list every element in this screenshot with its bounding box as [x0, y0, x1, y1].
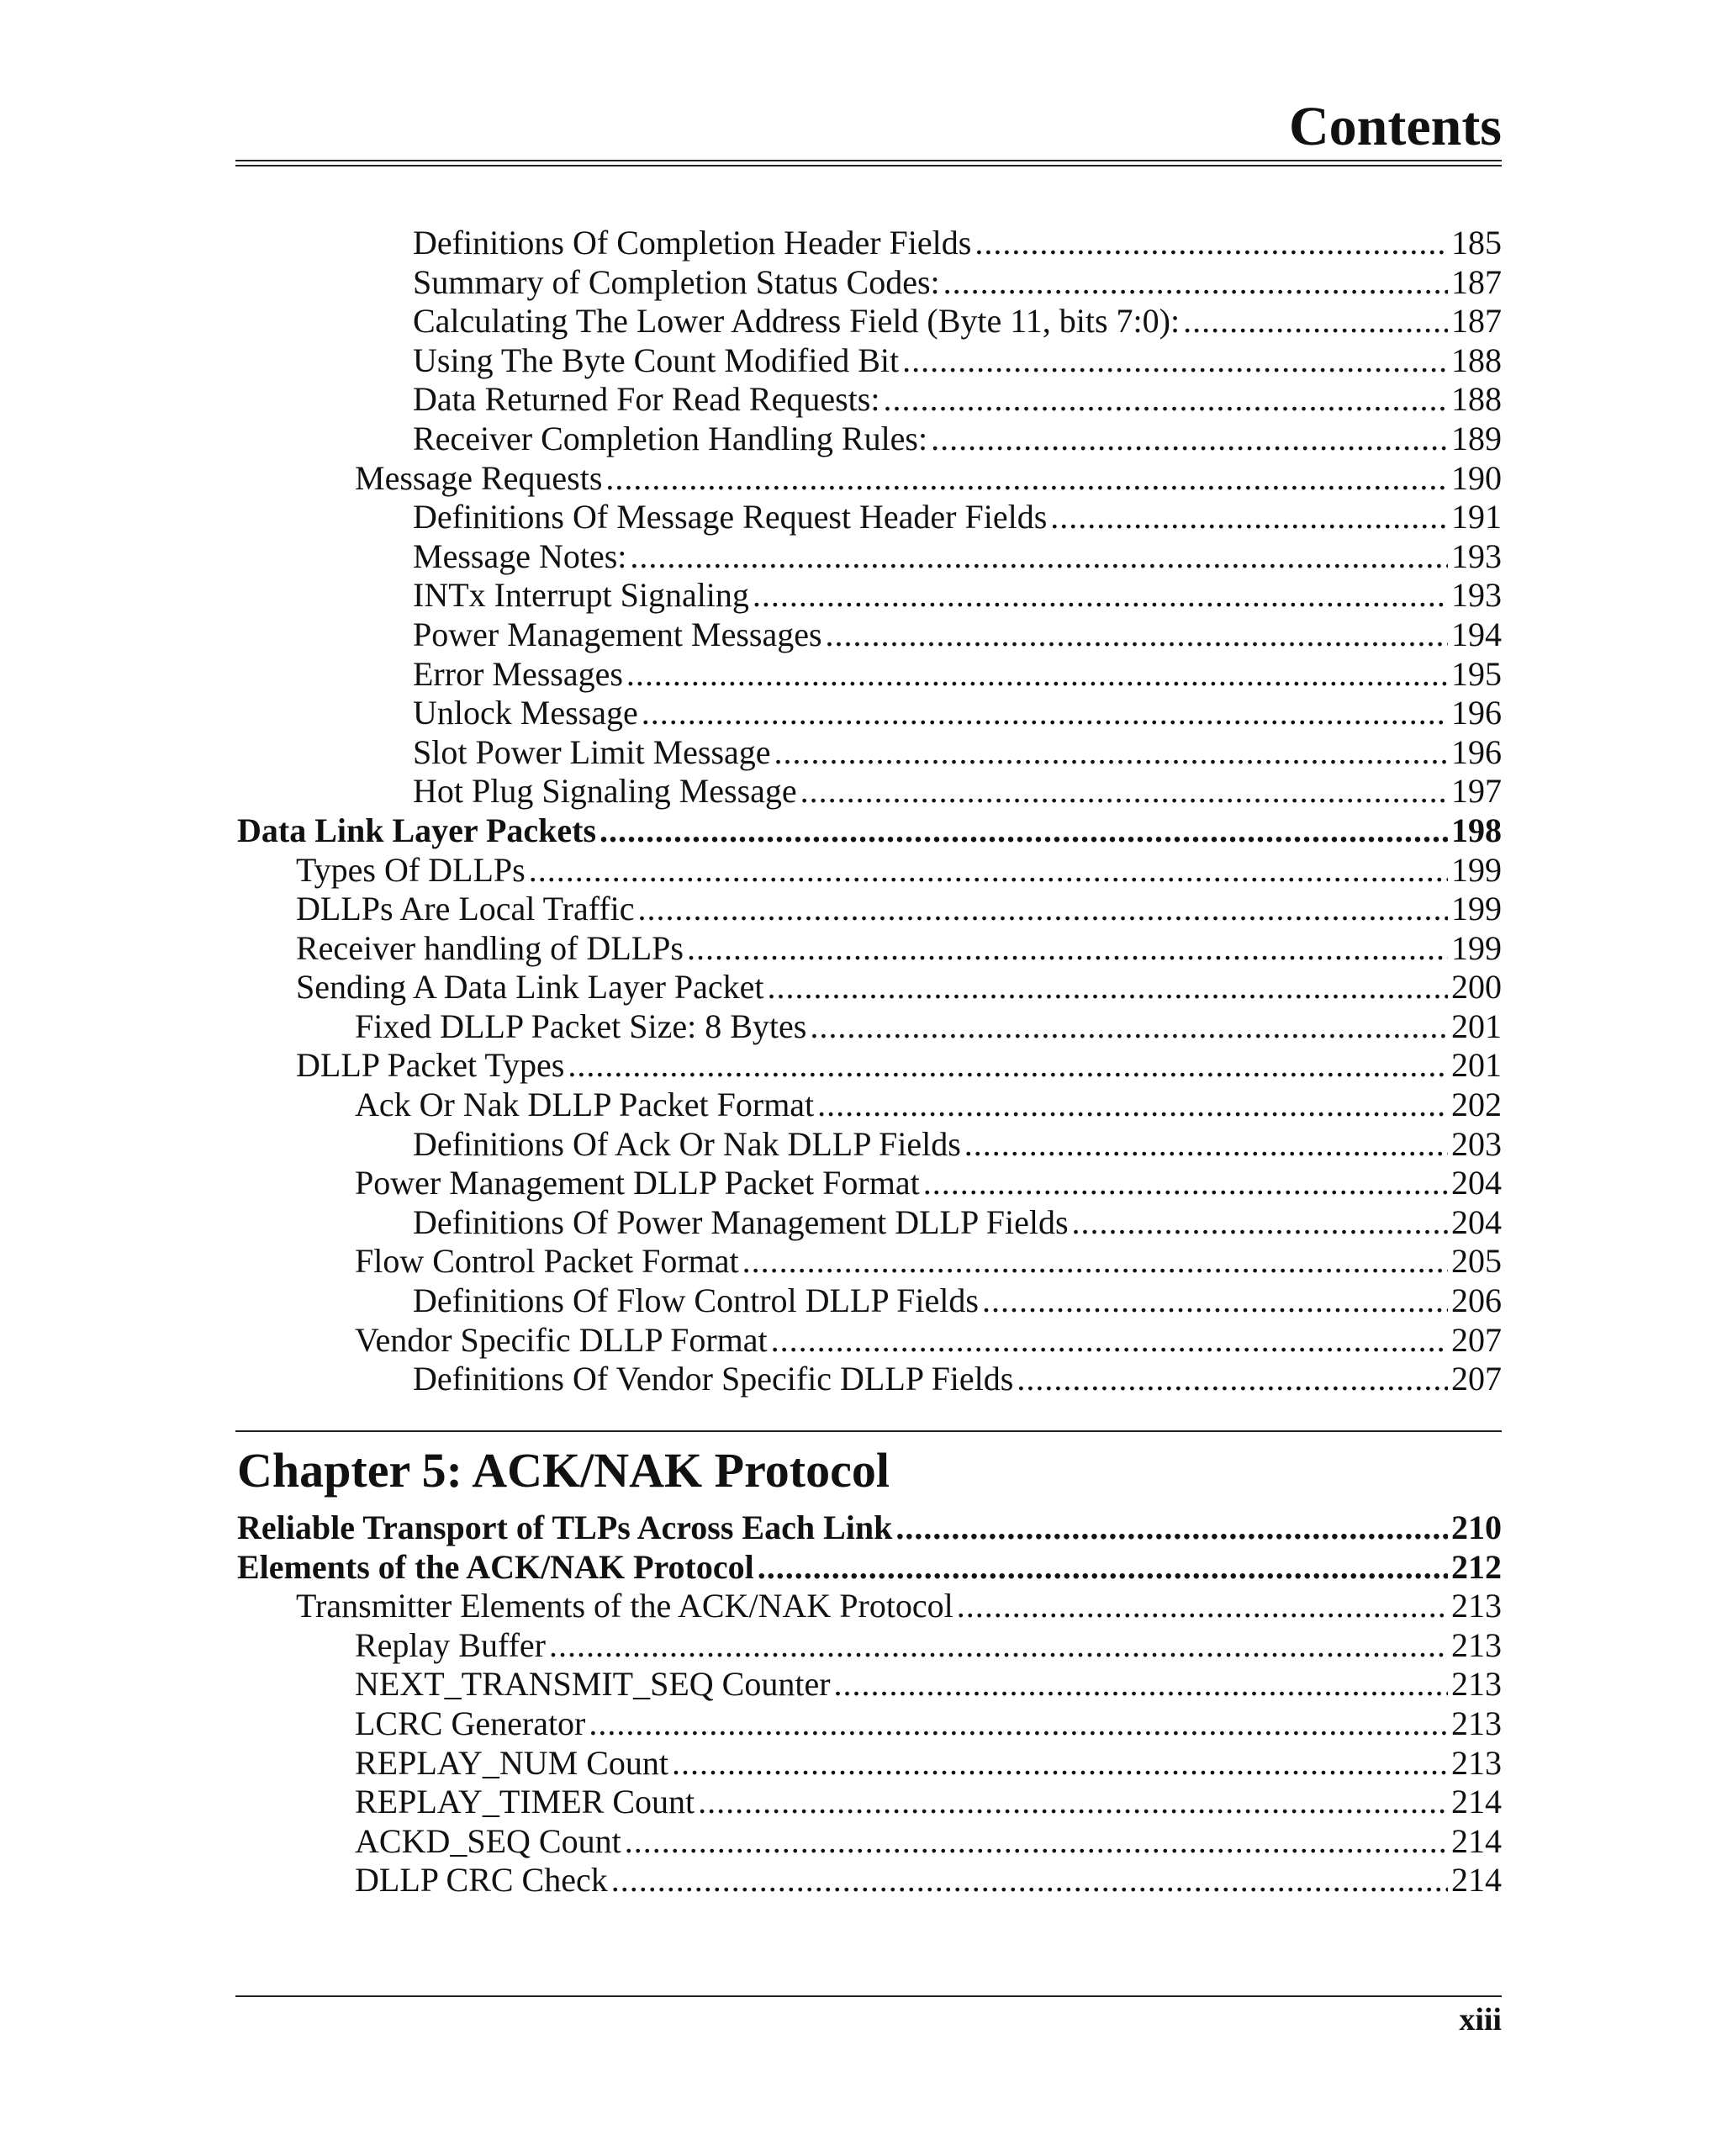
toc-entry-page-number: 206: [1451, 1281, 1502, 1320]
dot-leader: [568, 1046, 1448, 1086]
dot-leader: [982, 1281, 1448, 1321]
toc-entry-title: Using The Byte Count Modified Bit: [413, 341, 900, 379]
dot-leader: [529, 851, 1448, 890]
toc-entry-page-number: 199: [1451, 890, 1502, 928]
toc-entry-page-number: 187: [1451, 262, 1502, 301]
toc-entry-page-number: 213: [1451, 1743, 1502, 1782]
toc-entry-title: Data Returned For Read Requests:: [413, 380, 880, 419]
toc-entry[interactable]: [237, 537, 1502, 577]
dot-leader: [774, 733, 1448, 773]
toc-entry[interactable]: [237, 1704, 1502, 1744]
toc-entry-title: Message Requests: [355, 458, 603, 497]
toc-entry-page-number: 198: [1451, 811, 1502, 849]
toc-entry-page-number: 187: [1451, 302, 1502, 341]
page-header-title: Contents: [1288, 96, 1502, 157]
toc-entry[interactable]: [237, 616, 1502, 655]
toc-entry[interactable]: [237, 772, 1502, 811]
toc-entry-page-number: 196: [1451, 694, 1502, 732]
toc-entry[interactable]: [237, 1861, 1502, 1900]
dot-leader: [931, 420, 1448, 459]
dot-leader: [1050, 498, 1448, 537]
toc-entry[interactable]: [237, 733, 1502, 773]
toc-entry-title: Replay Buffer: [355, 1625, 546, 1664]
toc-entry-title: Definitions Of Message Request Header Fields: [413, 498, 1048, 536]
toc-entry-page-number: 201: [1451, 1046, 1502, 1085]
toc-entry[interactable]: [237, 576, 1502, 616]
toc-entry[interactable]: [237, 1665, 1502, 1704]
toc-entry-page-number: 190: [1451, 458, 1502, 497]
toc-entry-title: NEXT_TRANSMIT_SEQ Counter: [355, 1665, 831, 1704]
toc-entry[interactable]: [237, 302, 1502, 341]
toc-entry[interactable]: [237, 380, 1502, 420]
toc-entry[interactable]: [237, 1046, 1502, 1086]
dot-leader: [964, 1125, 1448, 1165]
toc-entry[interactable]: [237, 1626, 1502, 1666]
toc-entry[interactable]: [237, 1783, 1502, 1822]
toc-entry[interactable]: [237, 655, 1502, 695]
toc-entry[interactable]: [237, 420, 1502, 459]
toc-entry[interactable]: [237, 968, 1502, 1007]
toc-entry[interactable]: [237, 1281, 1502, 1321]
toc-entry[interactable]: [237, 1125, 1502, 1165]
toc-entry-page-number: 212: [1451, 1547, 1502, 1586]
chapter-heading: Chapter 5: ACK/NAK Protocol: [237, 1443, 890, 1498]
toc-entry[interactable]: [237, 694, 1502, 733]
dot-leader: [605, 459, 1448, 499]
toc-entry-page-number: 189: [1451, 419, 1502, 457]
toc-entry-page-number: 201: [1451, 1007, 1502, 1045]
toc-entry-page-number: 194: [1451, 615, 1502, 653]
toc-entry-page-number: 197: [1451, 772, 1502, 811]
toc-entry-page-number: 210: [1451, 1509, 1502, 1546]
toc-entry-page-number: 200: [1451, 968, 1502, 1007]
dot-leader: [923, 1164, 1448, 1203]
toc-entry-page-number: 207: [1451, 1320, 1502, 1359]
dot-leader: [943, 263, 1448, 303]
toc-entry-title: DLLP CRC Check: [355, 1861, 608, 1900]
toc-entry-title: Summary of Completion Status Codes:: [413, 262, 940, 301]
dot-leader: [758, 1548, 1448, 1588]
toc-entry-page-number: 202: [1451, 1086, 1502, 1124]
toc-entry-page-number: 188: [1451, 341, 1502, 379]
toc-entry[interactable]: [237, 1007, 1502, 1047]
toc-entry-title: DLLPs Are Local Traffic: [296, 890, 635, 928]
header-double-rule: [235, 160, 1502, 166]
toc-entry[interactable]: [237, 498, 1502, 537]
toc-entry-title: Elements of the ACK/NAK Protocol: [237, 1547, 754, 1586]
dot-leader: [589, 1704, 1448, 1744]
toc-entry-title: Hot Plug Signaling Message: [413, 772, 797, 811]
toc-entry-title: Definitions Of Completion Header Fields: [413, 224, 972, 262]
toc-entry[interactable]: [237, 1587, 1502, 1626]
toc-entry[interactable]: [237, 811, 1502, 851]
toc-entry-page-number: 195: [1451, 654, 1502, 693]
toc-entry-title: Calculating The Lower Address Field (Byte 11, bits 7:0):: [413, 302, 1181, 341]
toc-entry-page-number: 203: [1451, 1124, 1502, 1163]
chapter-divider-rule: [235, 1430, 1502, 1432]
dot-leader: [817, 1086, 1448, 1125]
dot-leader: [834, 1665, 1448, 1704]
toc-entry-page-number: 213: [1451, 1587, 1502, 1625]
toc-entry-title: Error Messages: [413, 654, 623, 693]
toc-entry-title: LCRC Generator: [355, 1704, 586, 1742]
dot-leader: [687, 929, 1448, 969]
toc-entry[interactable]: [237, 929, 1502, 969]
toc-entry[interactable]: [237, 1744, 1502, 1783]
toc-entry-page-number: 191: [1451, 498, 1502, 536]
toc-entry[interactable]: [237, 1548, 1502, 1588]
toc-entry-title: Ack Or Nak DLLP Packet Format: [355, 1086, 815, 1124]
toc-entry-page-number: 204: [1451, 1164, 1502, 1202]
toc-list-part-2: [237, 1509, 1502, 1900]
toc-entry-page-number: 213: [1451, 1665, 1502, 1704]
toc-entry[interactable]: [237, 1242, 1502, 1281]
toc-entry-title: Sending A Data Link Layer Packet: [296, 968, 764, 1007]
toc-entry-title: Receiver Completion Handling Rules:: [413, 419, 928, 457]
dot-leader: [800, 772, 1448, 811]
toc-entry-title: DLLP Packet Types: [296, 1046, 565, 1085]
toc-entry-page-number: 193: [1451, 536, 1502, 575]
toc-entry-title: Receiver handling of DLLPs: [296, 928, 684, 967]
toc-entry-page-number: 205: [1451, 1242, 1502, 1281]
dot-leader: [957, 1587, 1448, 1626]
toc-entry-title: Definitions Of Ack Or Nak DLLP Fields: [413, 1124, 961, 1163]
toc-entry-title: Types Of DLLPs: [296, 850, 526, 889]
dot-leader: [1072, 1203, 1448, 1243]
toc-entry[interactable]: [237, 1822, 1502, 1862]
toc-entry-title: Definitions Of Vendor Specific DLLP Fields: [413, 1360, 1014, 1398]
toc-entry-title: INTx Interrupt Signaling: [413, 576, 749, 615]
toc-entry-page-number: 185: [1451, 224, 1502, 262]
toc-list-part-1: [237, 224, 1502, 1399]
toc-entry-title: Flow Control Packet Format: [355, 1242, 739, 1281]
toc-entry-title: Vendor Specific DLLP Format: [355, 1320, 768, 1359]
toc-entry-title: Unlock Message: [413, 694, 638, 732]
toc-entry[interactable]: [237, 851, 1502, 890]
toc-entry[interactable]: [237, 890, 1502, 929]
dot-leader: [611, 1861, 1448, 1900]
dot-leader: [549, 1626, 1448, 1666]
dot-leader: [883, 380, 1448, 420]
dot-leader: [975, 224, 1448, 263]
toc-entry-page-number: 193: [1451, 576, 1502, 615]
toc-entry-page-number: 207: [1451, 1360, 1502, 1398]
dot-leader: [630, 537, 1448, 577]
toc-entry-title: Power Management Messages: [413, 615, 822, 653]
toc-entry[interactable]: [237, 1509, 1502, 1548]
toc-entry[interactable]: [237, 1086, 1502, 1125]
toc-entry-page-number: 213: [1451, 1625, 1502, 1664]
toc-entry[interactable]: [237, 1164, 1502, 1203]
dot-leader: [600, 811, 1448, 851]
dot-leader: [895, 1509, 1448, 1548]
toc-entry-title: Fixed DLLP Packet Size: 8 Bytes: [355, 1007, 807, 1045]
toc-entry-title: REPLAY_TIMER Count: [355, 1783, 695, 1821]
toc-entry-title: ACKD_SEQ Count: [355, 1821, 621, 1860]
toc-entry-title: Transmitter Elements of the ACK/NAK Protocol: [296, 1587, 953, 1625]
dot-leader: [698, 1783, 1448, 1822]
dot-leader: [642, 694, 1448, 733]
dot-leader: [902, 341, 1448, 381]
dot-leader: [753, 576, 1448, 616]
toc-entry[interactable]: [237, 1360, 1502, 1399]
dot-leader: [1183, 302, 1448, 341]
toc-entry-title: Data Link Layer Packets: [237, 811, 597, 849]
toc-entry-title: Message Notes:: [413, 536, 627, 575]
footer-rule: [235, 1995, 1502, 1997]
toc-entry-title: REPLAY_NUM Count: [355, 1743, 669, 1782]
dot-leader: [638, 890, 1448, 929]
dot-leader: [625, 1822, 1448, 1862]
toc-entry[interactable]: [237, 224, 1502, 263]
toc-entry[interactable]: [237, 1321, 1502, 1361]
toc-entry-page-number: 188: [1451, 380, 1502, 419]
dot-leader: [810, 1007, 1448, 1047]
toc-entry-page-number: 204: [1451, 1202, 1502, 1241]
toc-entry-title: Reliable Transport of TLPs Across Each Link: [237, 1509, 893, 1546]
dot-leader: [626, 655, 1448, 695]
dot-leader: [672, 1744, 1448, 1783]
footer-page-number: xiii: [1459, 2002, 1502, 2037]
toc-entry-title: Slot Power Limit Message: [413, 732, 771, 771]
dot-leader: [742, 1242, 1448, 1281]
toc-entry-page-number: 214: [1451, 1783, 1502, 1821]
dot-leader: [768, 968, 1448, 1007]
toc-entry-page-number: 213: [1451, 1704, 1502, 1742]
toc-entry-page-number: 214: [1451, 1861, 1502, 1900]
toc-entry-page-number: 214: [1451, 1821, 1502, 1860]
toc-entry-title: Definitions Of Power Management DLLP Fields: [413, 1202, 1069, 1241]
toc-entry-page-number: 199: [1451, 850, 1502, 889]
dot-leader: [1017, 1360, 1448, 1399]
toc-entry-page-number: 196: [1451, 732, 1502, 771]
dot-leader: [826, 616, 1448, 655]
toc-entry-title: Power Management DLLP Packet Format: [355, 1164, 920, 1202]
toc-entry[interactable]: [237, 459, 1502, 499]
toc-entry[interactable]: [237, 1203, 1502, 1243]
toc-entry-page-number: 199: [1451, 928, 1502, 967]
dot-leader: [771, 1321, 1448, 1361]
toc-entry[interactable]: [237, 341, 1502, 381]
toc-entry[interactable]: [237, 263, 1502, 303]
toc-entry-title: Definitions Of Flow Control DLLP Fields: [413, 1281, 979, 1320]
